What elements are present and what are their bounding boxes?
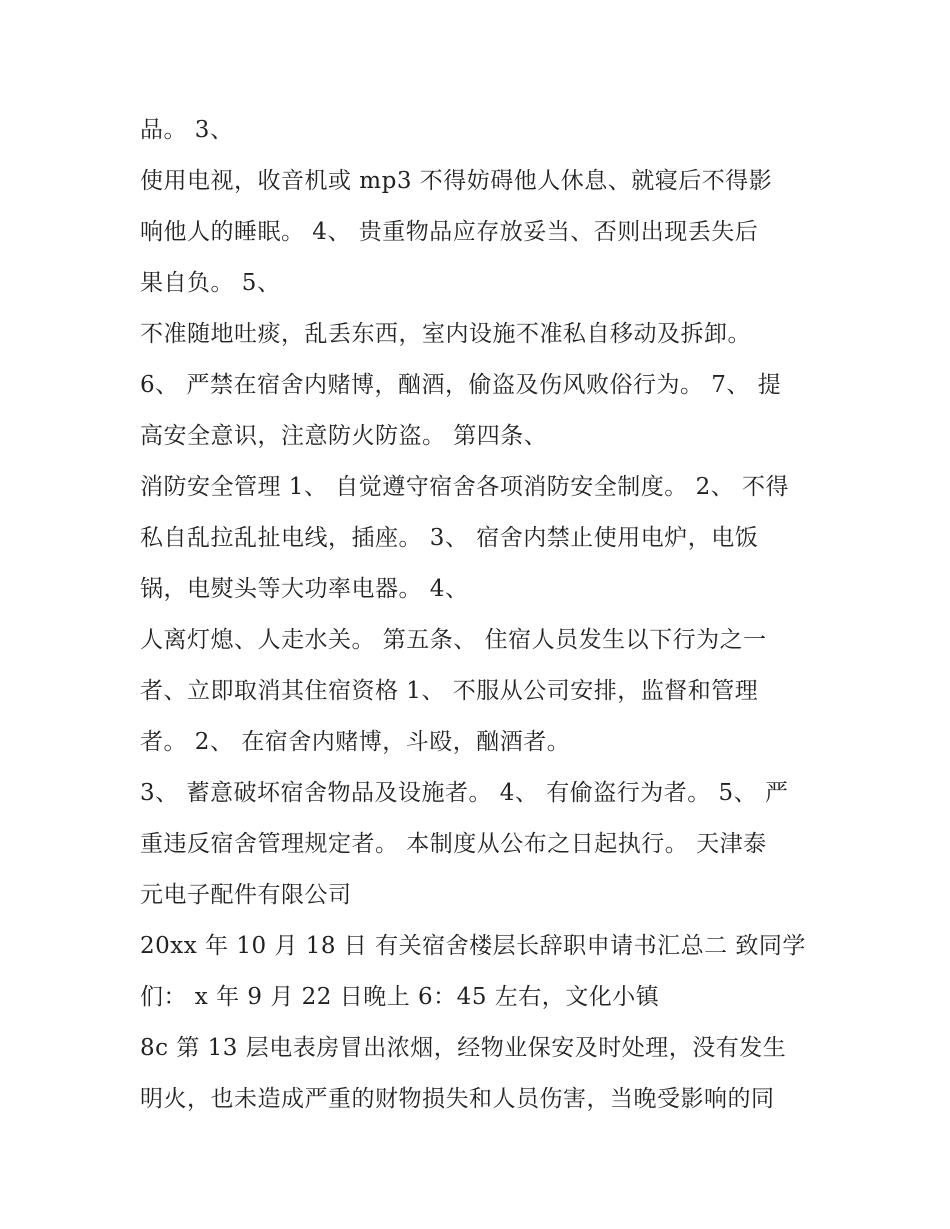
text-line: 不准随地吐痰，乱丢东西，室内设施不准私自移动及拆卸。 (140, 321, 751, 347)
text-line: 3、 蓄意破坏宿舍物品及设施者。 4、 有偷盗行为者。 5、 严 (140, 780, 789, 806)
text-line: 私自乱拉乱扯电线，插座。 3、 宿舍内禁止使用电炉，电饭 (140, 525, 759, 551)
text-line: 人离灯熄、人走水关。 第五条、 住宿人员发生以下行为之一 (140, 627, 767, 653)
text-line: 6、 严禁在宿舍内赌博，酗酒，偷盗及伤风败俗行为。 7、 提 (140, 372, 782, 398)
text-line: 20xx 年 10 月 18 日 有关宿舍楼层长辞职申请书汇总二 致同学 (140, 933, 806, 959)
text-line: 响他人的睡眠。 4、 贵重物品应存放妥当、否则出现丢失后 (140, 219, 759, 245)
text-line: 元电子配件有限公司 (140, 882, 352, 908)
text-line: 重违反宿舍管理规定者。 本制度从公布之日起执行。 天津泰 (140, 831, 767, 857)
text-line: 者。 2、 在宿舍内赌博，斗殴，酗酒者。 (140, 729, 571, 755)
text-line: 果自负。 5、 (140, 270, 281, 296)
text-line: 锅，电熨头等大功率电器。 4、 (140, 576, 469, 602)
text-line: 明火，也未造成严重的财物损失和人员伤害，当晚受影响的同 (140, 1086, 775, 1112)
text-line: 使用电视，收音机或 mp3 不得妨碍他人休息、就寝后不得影 (140, 168, 773, 194)
text-line: 消防安全管理 1、 自觉遵守宿舍各项消防安全制度。 2、 不得 (140, 474, 790, 500)
text-line: 者、立即取消其住宿资格 1、 不服从公司安排，监督和管理 (140, 678, 759, 704)
text-line: 们： x 年 9 月 22 日晚上 6：45 左右，文化小镇 (140, 984, 660, 1010)
body-text (140, 107, 830, 1127)
text-line: 8c 第 13 层电表房冒出浓烟，经物业保安及时处理，没有发生 (140, 1035, 787, 1061)
text-line: 高安全意识，注意防火防盗。 第四条、 (140, 423, 548, 449)
text-line: 品。 3、 (140, 117, 234, 143)
